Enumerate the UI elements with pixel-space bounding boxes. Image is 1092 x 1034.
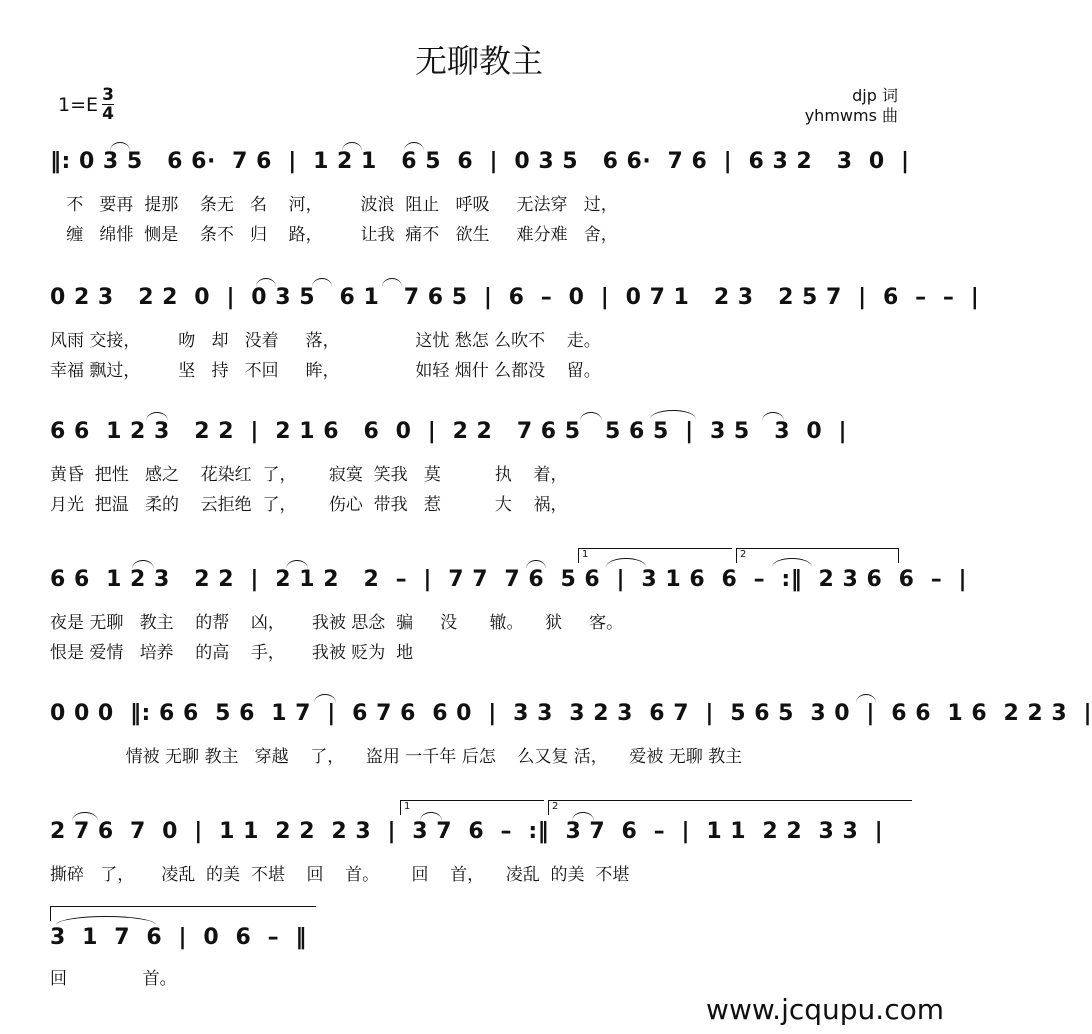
slur-mark [856, 694, 876, 703]
lyric-line-1: 风雨 交接， 吻 却 没着 落， 这忧 愁怎 么吹不 走。 [50, 331, 601, 351]
lyricist-credit: djp 词 [852, 86, 898, 105]
key-text: 1=E [58, 93, 99, 116]
slur-mark [286, 560, 308, 569]
slur-mark [580, 412, 602, 421]
watermark-text: www.jcqupu.com [706, 993, 944, 1026]
ending-bracket-1 [400, 800, 544, 815]
ending-number: 2 [552, 801, 559, 812]
ending-bracket-2 [736, 548, 899, 563]
notation-line: 0 2 3 2 2 0 | 0 3 5 6 1 7 6 5 | 6 – 0 | 0 7 1 2 3 2 5 7 | 6 – – | [50, 284, 980, 310]
slur-mark [72, 812, 98, 821]
lyric-line-2: 幸福 飘过， 坚 持 不回 眸， 如轻 烟什 么都没 留。 [50, 361, 601, 381]
lyric-line-2: 恨是 爱情 培养 的高 手， 我被 贬为 地 [50, 643, 414, 663]
ending-number: 1 [582, 549, 589, 560]
time-denominator: 4 [102, 104, 114, 124]
key-signature [58, 86, 114, 123]
slur-mark [110, 142, 130, 151]
slur-mark [650, 410, 696, 419]
composer-credit: yhmwms 曲 [804, 106, 898, 125]
ending-number: 2 [740, 549, 747, 560]
notation-line: 2 7 6 7 0 | 1 1 2 2 2 3 | 3 7 6 – :‖ 3 7 6 – | 1 1 2 2 3 3 | [50, 818, 884, 844]
slur-mark [314, 694, 336, 703]
time-numerator: 3 [102, 85, 114, 105]
lyric-line-1: 不 要再 提那 条无 名 河， 波浪 阻止 呼吸 无法穿 过， [50, 195, 618, 215]
song-title: 无聊教主 [414, 42, 543, 80]
ending-bracket-1 [578, 548, 732, 563]
ending-bracket-2 [548, 800, 912, 815]
ending-number: 1 [404, 801, 411, 812]
slur-mark [404, 142, 424, 151]
slur-mark [526, 560, 546, 569]
time-signature [102, 86, 114, 123]
notation-line: ‖: 0 3 5 6 6· 7 6 | 1 2 1 6 5 6 | 0 3 5 6 6· 7 6 | 6 3 2 3 0 | [50, 148, 910, 174]
lyric-line-1: 回 首。 [50, 969, 177, 989]
lyric-line-1: 情被 无聊 教主 穿越 了， 盗用 一千年 后怎 么又复 活， 爱被 无聊 教主 [50, 747, 743, 767]
slur-mark [342, 142, 362, 151]
notation-line: 6 6 1 2 3 2 2 | 2 1 6 6 0 | 2 2 7 6 5 5 6 5 | 3 5 3 0 | [50, 418, 848, 444]
lyric-line-2: 缠 绵悱 恻是 条不 归 路， 让我 痛不 欲生 难分难 舍， [50, 225, 618, 245]
slur-mark [146, 412, 168, 421]
lyric-line-2: 月光 把温 柔的 云拒绝 了， 伤心 带我 惹 大 祸， [50, 495, 568, 515]
slur-mark [312, 278, 332, 287]
slur-mark [132, 560, 154, 569]
credits [805, 86, 898, 126]
notation-line: 6 6 1 2 3 2 2 | 2 1 2 2 – | 7 7 7 6 5 6 | 3 1 6 6 – :‖ 2 3 6 6 – | [50, 566, 968, 592]
slur-mark [762, 412, 784, 421]
lyric-line-1: 撕碎 了， 凌乱 的美 不堪 回 首。 回 首， 凌乱 的美 不堪 [50, 865, 630, 885]
lyric-line-1: 夜是 无聊 教主 的帮 凶， 我被 思念 骗 没 辙。 狱 客。 [50, 613, 624, 633]
notation-line: 3 1 7 6 | 0 6 – ‖ [50, 924, 307, 950]
slur-mark [256, 278, 276, 287]
slur-mark [382, 278, 402, 287]
lyric-line-1: 黄昏 把性 感之 花染红 了， 寂寞 笑我 莫 执 着， [50, 465, 568, 485]
notation-line: 0 0 0 ‖: 6 6 5 6 1 7 | 6 7 6 6 0 | 3 3 3 2 3 6 7 | 5 6 5 3 0 | 6 6 1 6 2 2 3 | [50, 700, 1092, 726]
